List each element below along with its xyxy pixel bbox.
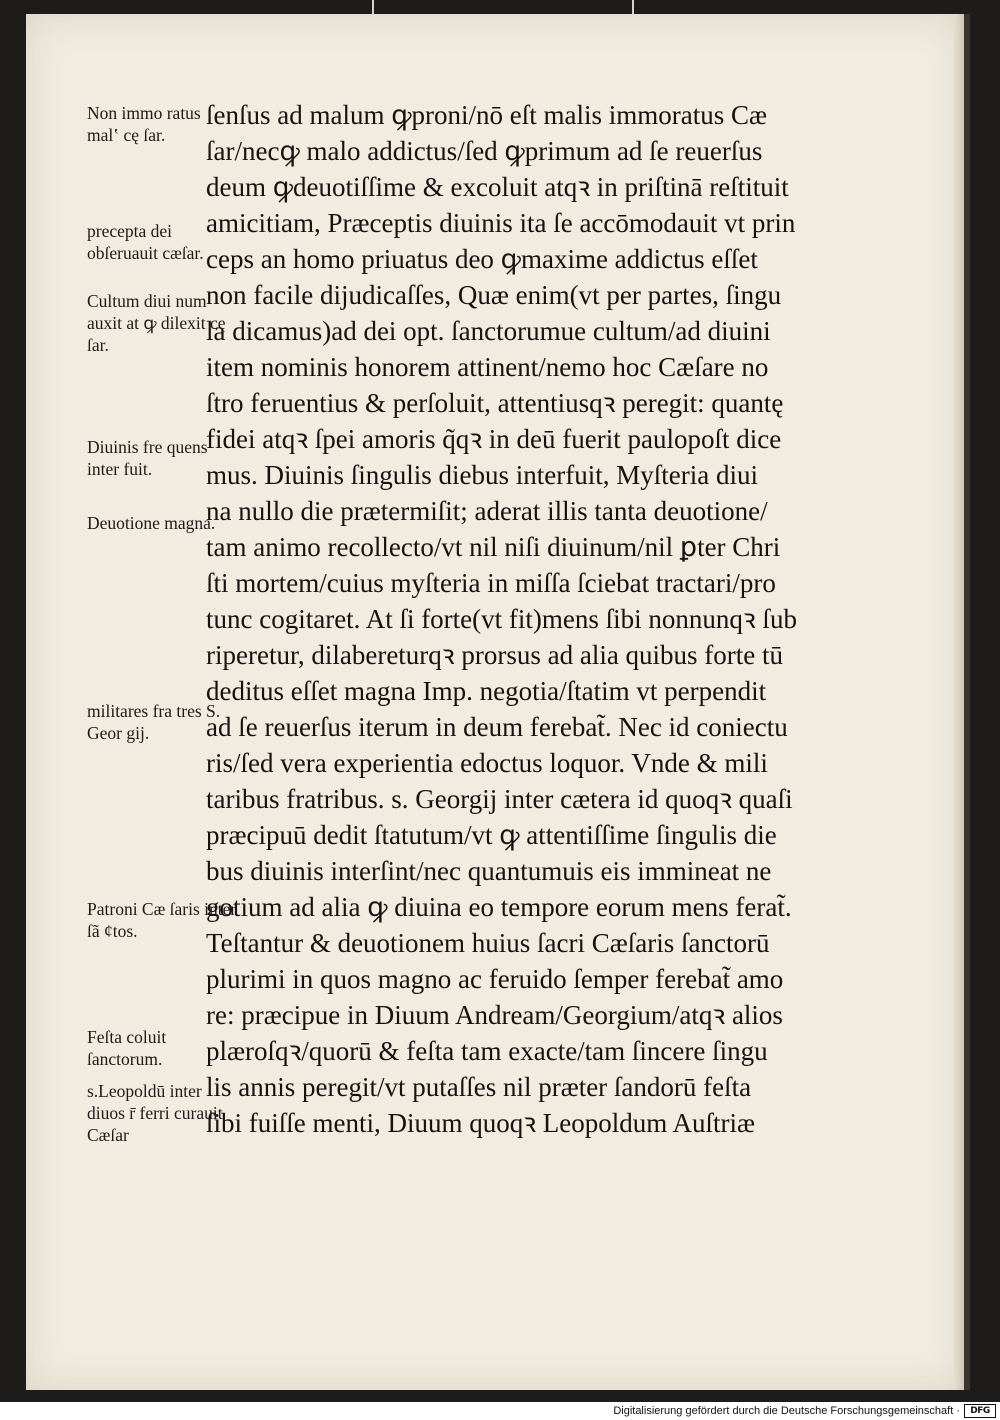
text-line: tam animo recollecto/vt nil niſi diuinum/nil ꝑter Chri [206, 532, 781, 562]
text-line: deditus eſſet magna Imp. negotia/ſtatim vt perpendit [206, 676, 767, 706]
text-line: plurimi in quos magno ac feruido ſemper ferebat̃ amo [206, 964, 784, 994]
footer-credit: Digitalisierung gefördert durch die Deutsche Forschungsgemeinschaft · [613, 1405, 960, 1417]
dfg-logo: DFG [964, 1404, 996, 1418]
text-line: ſar/necꝙ malo addictus/ſed ꝙprimum ad ſe reuerſus [206, 136, 763, 166]
text-line: præcipuū dedit ſtatutum/vt ꝙ attentiſſime ſingulis die [206, 820, 777, 850]
text-line: deum ꝙdeuotiſſime & excoluit atqꝛ in priſtinā reſtituit [206, 172, 789, 202]
text-line: ſti mortem/cuius myſteria in miſſa ſciebat tractari/pro [206, 568, 776, 598]
text-line: mus. Diuinis ſingulis diebus interfuit, Myſteria diui [206, 460, 758, 490]
marginal-note: Feſta coluit ſanctorum. [87, 1027, 167, 1069]
marginal-note: militares fra tres S. Geor gij. [87, 701, 221, 743]
marginal-note: Cultum diui num auxit at ꝙ dilexit cę ſar. [87, 291, 226, 355]
text-line: fidei atqꝛ ſpei amoris q̃qꝛ in deū fuerit paulopoſt dice [206, 424, 782, 454]
text-line: lis annis peregit/vt putaſſes nil præter ſandorū feſta [206, 1072, 752, 1102]
marginal-note: Diuinis fre quens inter fuit. [87, 437, 208, 479]
marginal-note: Patroni Cæ ſaris inter ſã ¢tos. [87, 899, 237, 941]
text-line: tunc cogitaret. At ſi forte(vt fit)mens ſibi nonnunqꝛ ſub [206, 604, 797, 634]
text-line: gotium ad alia ꝙ diuina eo tempore eorum mens ferat̃. [206, 892, 792, 922]
text-line: Teſtantur & deuotionem huius ſacri Cæſaris ſanctorū [206, 928, 770, 958]
crop-mark-left [372, 0, 374, 14]
marginal-note: Non immo ratus malʽ cę ſar. [87, 103, 201, 145]
marginal-note: precepta dei obſeruauit cæſar. [87, 221, 204, 263]
text-line: bus diuinis interſint/nec quantumuis eis immineat ne [206, 856, 772, 886]
text-line: re: præcipue in Diuum Andream/Georgium/atqꝛ alios [206, 1000, 783, 1030]
text-line: ceps an homo priuatus deo ꝙmaxime addictus eſſet [206, 244, 758, 274]
text-line: ſibi fuiſſe menti, Diuum quoqꝛ Leopoldum Auſtriæ [206, 1108, 756, 1138]
text-line: na nullo die prætermiſit; aderat illis tanta deuotione/ [206, 496, 768, 526]
text-line: non facile dijudicaſſes, Quæ enim(vt per partes, ſingu [206, 280, 782, 310]
marginal-note: s.Leopoldū inter diuos r̄ ferri curauit Cæſar [87, 1081, 223, 1145]
footer-bar [0, 1402, 1000, 1420]
text-line: la dicamus)ad dei opt. ſanctorumue cultum/ad diuini [206, 316, 771, 346]
text-line: plæroſqꝛ/quorū & feſta tam exacte/tam ſincere ſingu [206, 1036, 768, 1066]
page-edge-shadow [954, 14, 964, 1390]
crop-mark-right [632, 0, 634, 14]
text-line: ſtro feruentius & perſoluit, attentiusqꝛ peregit: quantę [206, 388, 784, 418]
text-line: ris/ſed vera experientia edoctus loquor. Vnde & mili [206, 748, 768, 778]
text-line: ad ſe reuerſus iterum in deum ferebat̃. Nec id coniectu [206, 712, 788, 742]
text-line: riperetur, dilabereturqꝛ prorsus ad alia quibus forte tū [206, 640, 784, 670]
text-line: item nominis honorem attinent/nemo hoc Cæſare no [206, 352, 769, 382]
page-binding-edge [964, 14, 970, 1390]
text-line: taribus fratribus. s. Georgij inter cætera id quoqꝛ quaſi [206, 784, 793, 814]
text-line: ſenſus ad malum ꝙproni/nō eſt malis immoratus Cæ [206, 100, 767, 130]
marginal-note: Deuotione magna. [87, 513, 216, 533]
text-line: amicitiam, Præceptis diuinis ita ſe accōmodauit vt prin [206, 208, 796, 238]
